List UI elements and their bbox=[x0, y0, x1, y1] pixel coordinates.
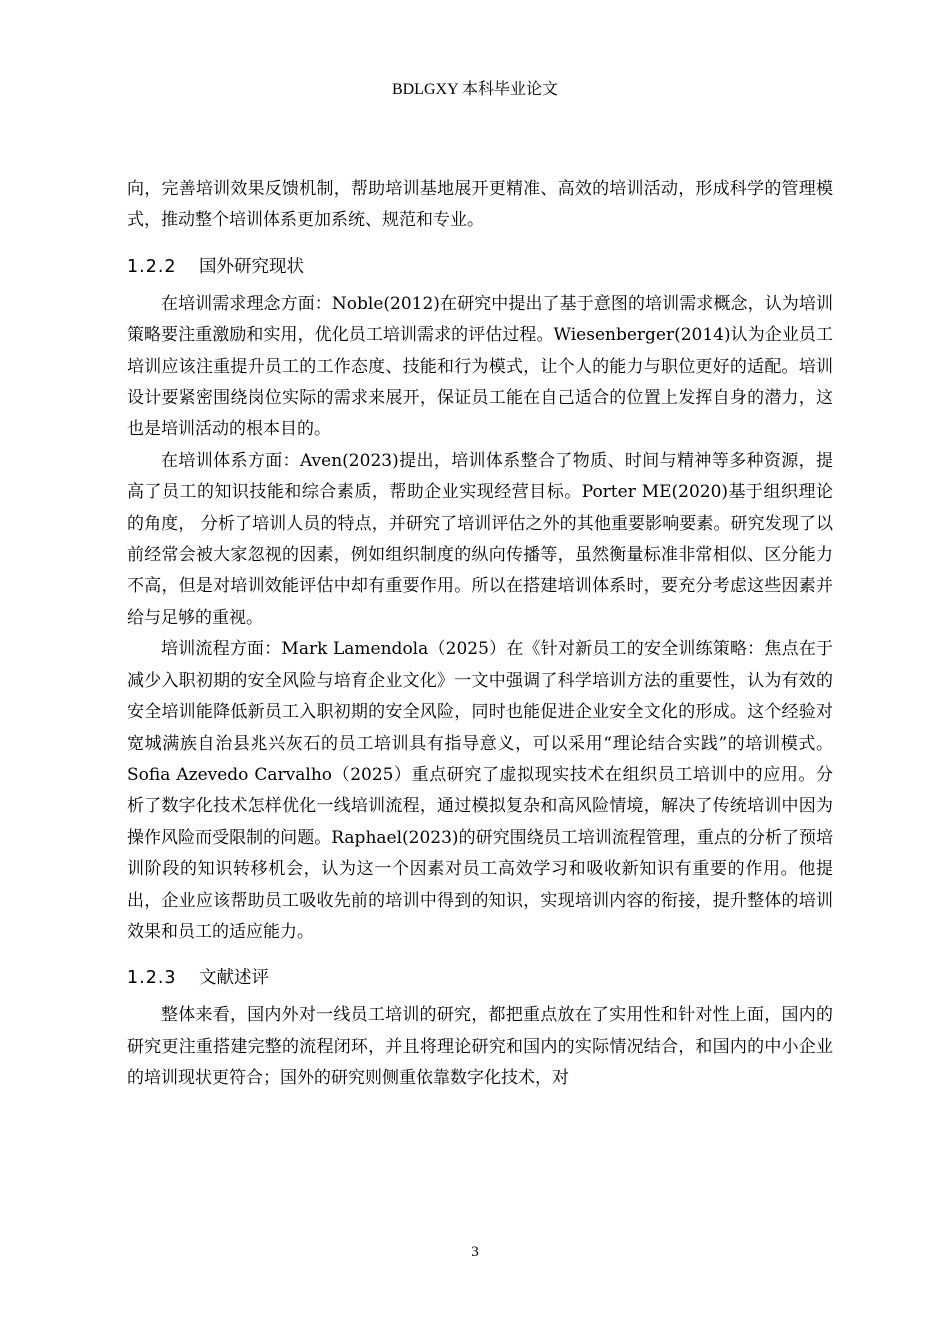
section-heading-1-2-3 bbox=[127, 966, 833, 990]
section-heading-1-2-2 bbox=[127, 255, 833, 279]
body-paragraph: 在培训体系方面：Aven(2023)提出，培训体系整合了物质、时间与精神等多种资源，提高了员工的知识技能和综合素质，帮助企业实现经营目标。Porter ME(2020)基于组织理论的角度， 分析了培训人员的特点，并研究了培训评估之外的其他重要影响要素。研究发现了以前经常会被大家忽视的因素，例如组织制度的纵向传播等，虽然衡量标准非常相似、区分能力不高，但是对培训效能评估中却有重要作用。所以在搭建培训体系时，要充分考虑这些因素并给与足够的重视。 bbox=[127, 450, 833, 628]
section-number: 1.2.3 bbox=[127, 968, 177, 989]
page-header: BDLGXY 本科毕业论文 bbox=[391, 81, 559, 98]
page-number: 3 bbox=[471, 1244, 479, 1260]
intro-paragraph: 向，完善培训效果反馈机制，帮助培训基地展开更精准、高效的培训活动，形成科学的管理模式，推动整个培训体系更加系统、规范和专业。 bbox=[127, 179, 833, 231]
body-paragraph: 在培训需求理念方面：Noble(2012)在研究中提出了基于意图的培训需求概念，认为培训策略要注重激励和实用，优化员工培训需求的评估过程。Wiesenberger(2014)认为企业员工培训应该注重提升员工的工作态度、技能和行为模式，让个人的能力与职位更好的适配。培训设计要紧密围绕岗位实际的需求来展开，保证员工能在自己适合的位置上发挥自身的潜力，这也是培训活动的根本目的。 bbox=[127, 293, 833, 440]
body-paragraph: 培训流程方面：Mark Lamendola（2025）在《针对新员工的安全训练策略：焦点在于减少入职初期的安全风险与培育企业文化》一文中强调了科学培训方法的重要性，认为有效的安全培训能降低新员工入职初期的安全风险，同时也能促进企业安全文化的形成。这个经验对宽城满族自治县兆兴灰石的员工培训具有指导意义，可以采用“理论结合实践”的培训模式。Sofia Azevedo Carvalho（2025）重点研究了虚拟现实技术在组织员工培训中的应用。分析了数字化技术怎样优化一线培训流程，通过模拟复杂和高风险情境，解决了传统培训中因为操作风险而受限制的问题。Raphael(2023)的研究围绕员工培训流程管理，重点的分析了预培训阶段的知识转移机会，认为这一个因素对员工高效学习和吸收新知识有重要的作用。他提出，企业应该帮助员工吸收先前的培训中得到的知识，实现培训内容的衔接，提升整体的培训效果和员工的适应能力。 bbox=[127, 639, 833, 942]
body-paragraph: 整体来看，国内外对一线员工培训的研究，都把重点放在了实用性和针对性上面，国内的研究更注重搭建完整的流程闭环，并且将理论研究和国内的实际情况结合，和国内的中小企业的培训现状更符合；国外的研究则侧重依靠数字化技术，对 bbox=[127, 1005, 833, 1089]
section-title: 文献述评 bbox=[199, 968, 269, 989]
section-title: 国外研究现状 bbox=[199, 256, 304, 277]
section-number: 1.2.2 bbox=[127, 256, 177, 277]
page-body bbox=[127, 174, 833, 1095]
